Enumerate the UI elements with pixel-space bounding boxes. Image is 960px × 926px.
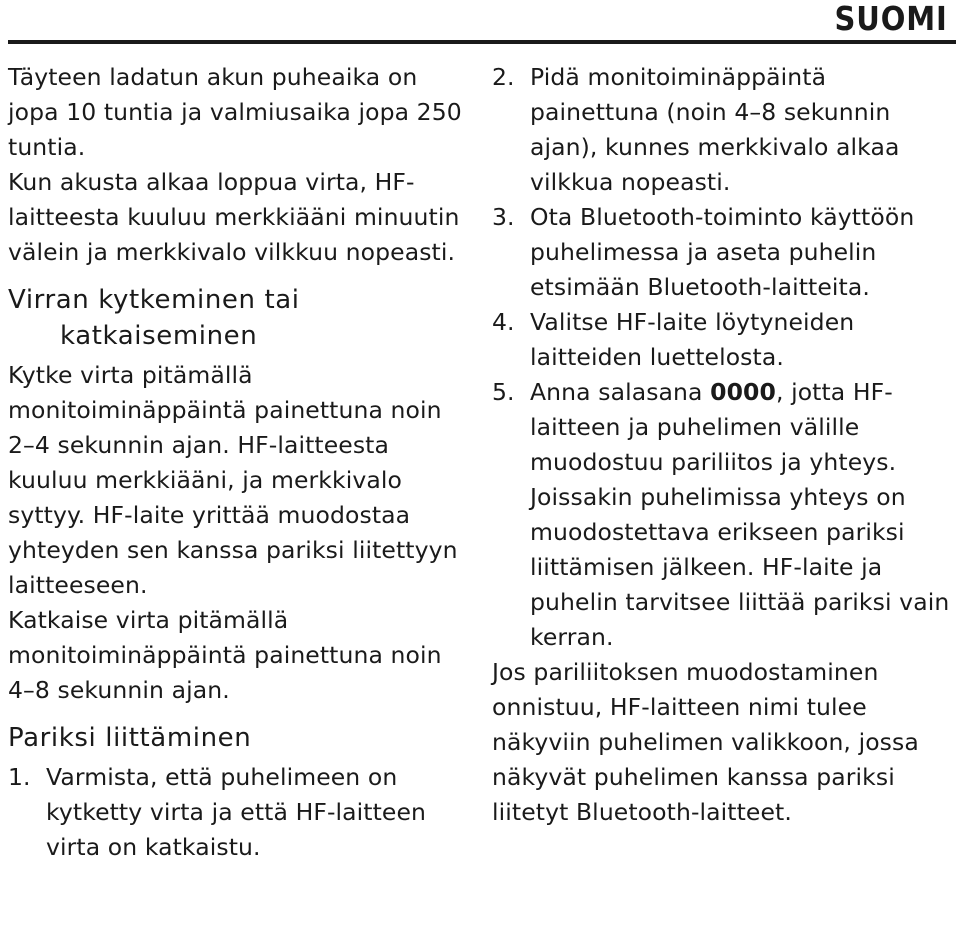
pairing-step-1 (8, 760, 473, 865)
section-language-label: SUOMI (834, 0, 948, 38)
pairing-step-3 (492, 200, 954, 305)
power-heading-line2: katkaiseminen (60, 321, 258, 351)
step5-text-before: Anna salasana (530, 378, 711, 406)
step-number: 2. (492, 63, 515, 91)
power-off-paragraph: Katkaise virta pitämällä monitoiminäppäintä painettuna noin 4–8 sekunnin ajan. (8, 606, 442, 704)
passcode: 0000 (710, 378, 776, 406)
pairing-step-2 (492, 60, 954, 200)
step-text: Valitse HF-laite löytyneiden laitteiden luettelosta. (530, 308, 855, 371)
power-on-off-heading (8, 282, 473, 354)
step5-text-after: , jotta HF-laitteen ja puhelimen välille muodostuu pariliitos ja yhteys. Joissakin puhelimissa yhteys on muodostettava erikseen pariksi liittämisen jälkeen. HF-laite ja puhelin tarvitsee liittää pariksi vain kerran. (530, 378, 950, 651)
step-text: Varmista, että puhelimeen on kytketty virta ja että HF-laitteen virta on katkaistu. (46, 763, 427, 861)
step-number: 3. (492, 203, 515, 231)
step-number: 5. (492, 378, 515, 406)
pairing-success-paragraph: Jos pariliitoksen muodostaminen onnistuu, HF-laitteen nimi tulee näkyviin puhelimen valikkoon, jossa näkyvät puhelimen kanssa pariksi liitetyt Bluetooth-laitteet. (492, 658, 919, 826)
pairing-step-4 (492, 305, 954, 375)
low-battery-paragraph: Kun akusta alkaa loppua virta, HF-laitteesta kuuluu merkkiääni minuutin välein ja merkkivalo vilkkuu nopeasti. (8, 168, 460, 266)
step-number: 4. (492, 308, 515, 336)
step-number: 1. (8, 763, 31, 791)
pairing-heading: Pariksi liittäminen (8, 723, 252, 753)
step-text: Pidä monitoiminäppäintä painettuna (noin 4–8 sekunnin ajan), kunnes merkkivalo alkaa vilkkua nopeasti. (530, 63, 900, 196)
power-on-paragraph: Kytke virta pitämällä monitoiminäppäintä painettuna noin 2–4 sekunnin ajan. HF-laitteesta kuuluu merkkiääni, ja merkkivalo syttyy. HF-laite yrittää muodostaa yhteyden sen kanssa pariksi liitettyyn laitteeseen. (8, 361, 458, 599)
step-text: Ota Bluetooth-toiminto käyttöön puhelimessa ja aseta puhelin etsimään Bluetooth-laitteita. (530, 203, 915, 301)
power-heading-line1: Virran kytkeminen tai (8, 285, 300, 315)
left-column (8, 60, 473, 865)
step-text (530, 375, 954, 655)
battery-talk-time-paragraph: Täyteen ladatun akun puheaika on jopa 10 tuntia ja valmiusaika jopa 250 tuntia. (8, 63, 462, 161)
right-column (492, 60, 954, 830)
header-divider (8, 40, 956, 44)
pairing-step-5 (492, 375, 954, 655)
